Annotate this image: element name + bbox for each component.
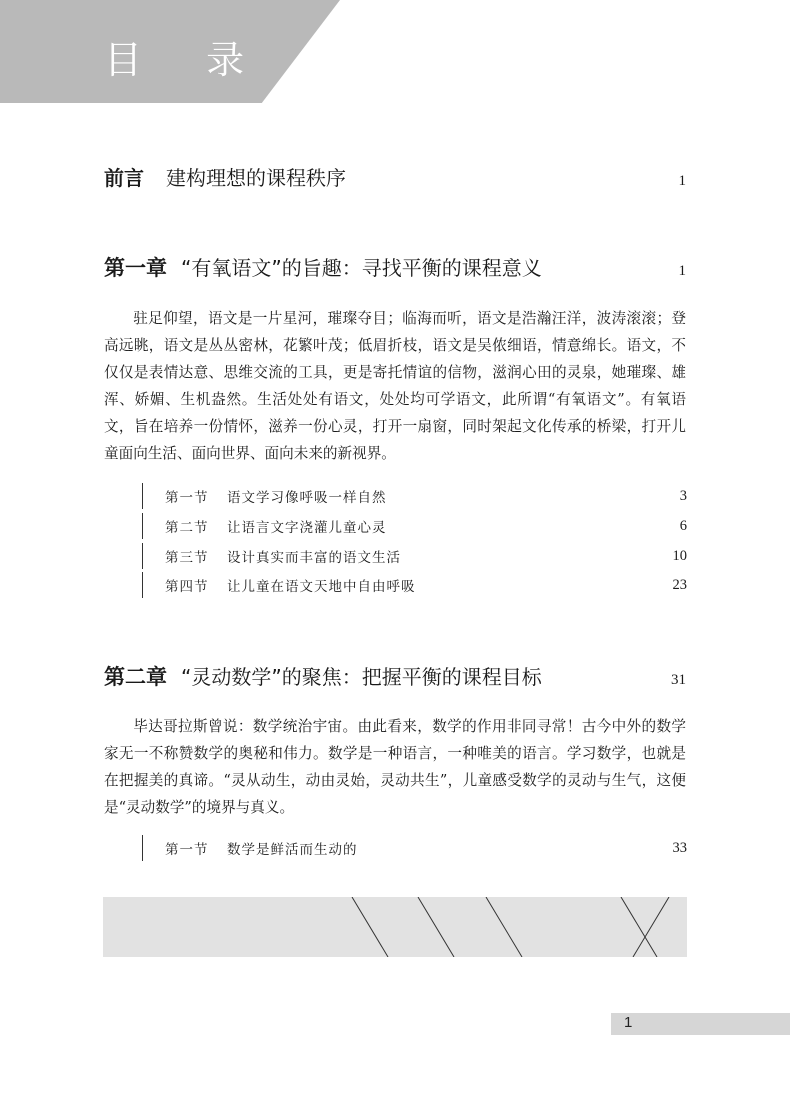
- preface-page: 1: [678, 173, 686, 189]
- section-label: 第二节: [165, 520, 209, 536]
- ch1-section-2: [142, 513, 687, 539]
- section-label: 第四节: [165, 579, 209, 595]
- section-label: 第一节: [165, 842, 209, 858]
- decorative-band: [103, 897, 687, 957]
- chapter2-page: 31: [671, 672, 686, 688]
- chapter1-intro: 驻足仰望，语文是一片星河，璀璨夺目；临海而听，语文是浩瀚汪洋，波涛滚滚；登高远眺，语文是丛丛密林，花繁叶茂；低眉折枝，语文是吴侬细语，情意绵长。语文，不仅仅是表情达意、思维交流的工具，更是寄托情谊的信物，滋润心田的灵泉，她璀璨、雄浑、娇媚、生机盎然。生活处处有语文，处处均可学语文，此所谓“有氧语文”。有氧语文，旨在培养一份情怀，滋养一份心灵，打开一扇窗，同时架起文化传承的桥梁，打开儿童面向生活、面向世界、面向未来的新视界。: [104, 310, 686, 462]
- preface-title: 建构理想的课程秩序: [166, 166, 346, 190]
- ch2-section-1: [142, 835, 687, 861]
- section-label: 第一节: [165, 490, 209, 506]
- chapter1-page: 1: [678, 263, 686, 279]
- section-page: 3: [679, 487, 687, 504]
- chapter2-title: “灵动数学”的聚焦：把握平衡的课程目标: [181, 665, 542, 689]
- section-page: 10: [672, 547, 687, 564]
- page-title: 目 录: [104, 38, 271, 82]
- section-page: 23: [672, 576, 687, 593]
- section-page: 33: [672, 839, 687, 856]
- chapter2-entry: [104, 661, 686, 691]
- preface-entry: [104, 162, 686, 191]
- footer-page-number: 1: [624, 1014, 633, 1031]
- section-page: 6: [679, 517, 687, 534]
- section-title: 数学是鲜活而生动的: [227, 842, 358, 858]
- chapter1-title: “有氧语文”的旨趣：寻找平衡的课程意义: [181, 256, 542, 280]
- section-label: 第三节: [165, 550, 209, 566]
- preface-label: 前言: [104, 166, 144, 190]
- chapter2-label: 第二章: [104, 665, 167, 689]
- ch1-section-3: [142, 543, 687, 569]
- section-title: 设计真实而丰富的语文生活: [227, 550, 401, 566]
- section-title: 让儿童在语文天地中自由呼吸: [227, 579, 416, 595]
- section-title: 让语言文字浇灌儿童心灵: [227, 520, 387, 536]
- section-title: 语文学习像呼吸一样自然: [227, 490, 387, 506]
- chapter1-label: 第一章: [104, 256, 167, 280]
- footer-page-bar: [611, 1013, 790, 1035]
- ch1-section-1: [142, 483, 687, 509]
- chapter2-intro: 毕达哥拉斯曾说：数学统治宇宙。由此看来，数学的作用非同寻常！古今中外的数学家无一不称赞数学的奥秘和伟力。数学是一种语言，一种唯美的语言。学习数学，也就是在把握美的真谛。“灵从动生，动由灵始，灵动共生”，儿童感受数学的灵动与生气，这便是“灵动数学”的境界与真义。: [104, 718, 686, 816]
- decorative-lines: [103, 897, 687, 957]
- chapter1-entry: [104, 252, 686, 282]
- ch1-section-4: [142, 572, 687, 598]
